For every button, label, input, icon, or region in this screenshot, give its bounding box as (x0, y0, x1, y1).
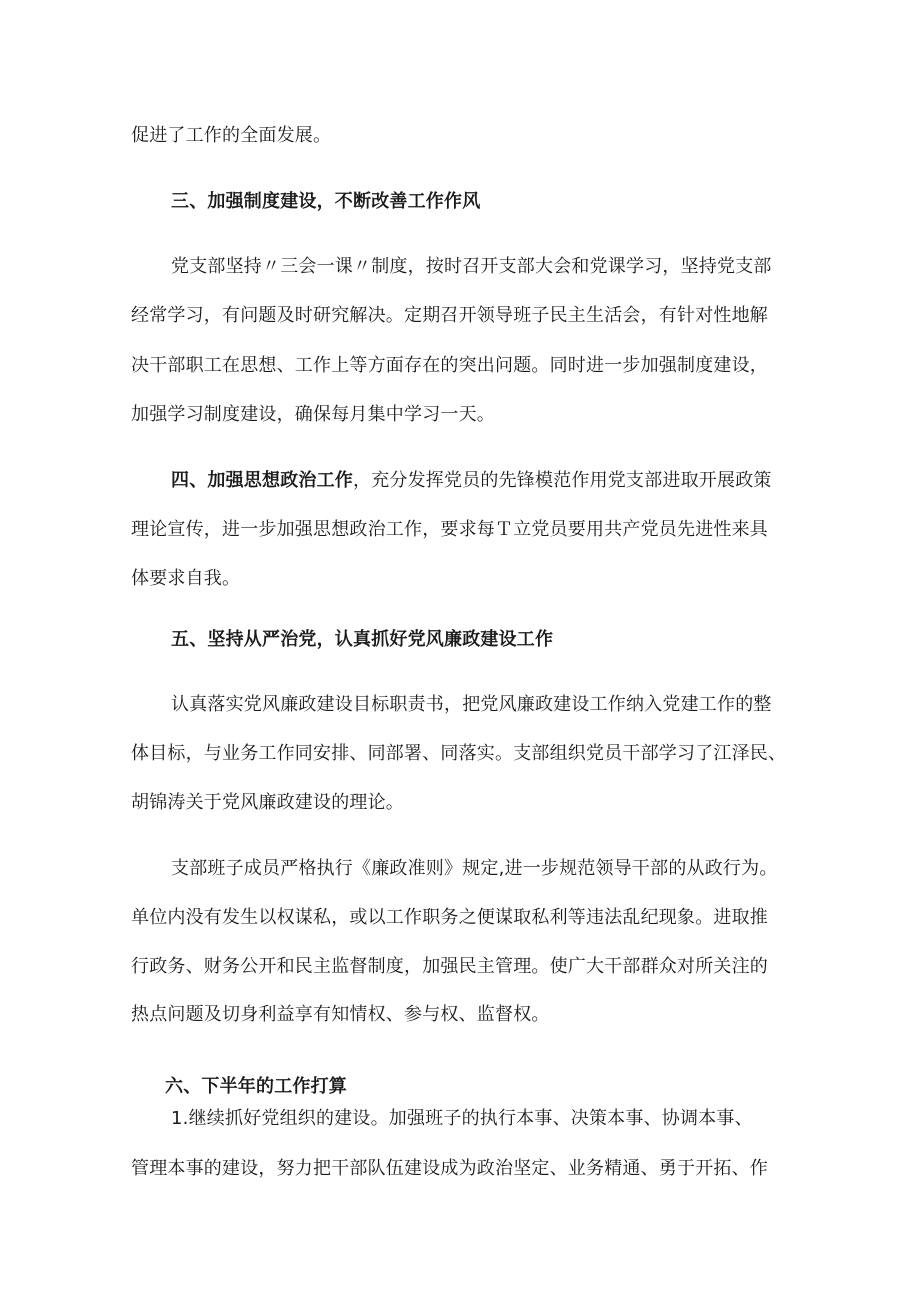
section-heading-4: 四、加强思想政治工作 (171, 470, 353, 491)
section-heading-5: 五、坚持从严治党，认真抓好党风廉政建设工作 (171, 629, 554, 650)
paragraph-line: 体目标，与业务工作同安排、同部署、同落实。支部组织党员干部学习了江泽民、 (131, 743, 787, 764)
paragraph-line: 胡锦涛关于党风廉政建设的理论。 (131, 792, 404, 813)
paragraph-line: 党支部坚持〃三会一课〃制度，按时召开支部大会和党课学习，坚持党支部 (171, 256, 772, 277)
paragraph-line: 认真落实党风廉政建设目标职责书，把党风廉政建设工作纳入党建工作的整 (171, 694, 772, 715)
paragraph-line: 行政务、财务公开和民主监督制度，加强民主管理。使广大干部群众对所关注的 (131, 956, 768, 977)
paragraph-line-with-heading (171, 469, 772, 493)
paragraph-line: 体要求自我。 (131, 568, 241, 589)
section-heading-6: 六、下半年的工作打算 (165, 1076, 347, 1097)
paragraph-line: 支部班子成员严格执行《廉政准则》规定,进一步规范领导干部的从政行为。 (171, 858, 778, 879)
paragraph-line: 促进了工作的全面发展。 (131, 125, 332, 146)
paragraph-line: 决干部职工在思想、工作上等方面存在的突出问题。同时进一步加强制度建设， (131, 355, 768, 376)
section-heading-3: 三、加强制度建设，不断改善工作作风 (171, 191, 481, 212)
paragraph-line: 管理本事的建设，努力把干部队伍建设成为政治坚定、业务精通、勇于开拓、作 (131, 1158, 768, 1179)
paragraph-line: 理论宣传，进一步加强思想政治工作，要求每Ｔ立党员要用共产党员先进性来具 (131, 519, 768, 540)
paragraph-line: 加强学习制度建设，确保每月集中学习一天。 (131, 404, 495, 425)
paragraph-line: 热点问题及切身利益享有知情权、参与权、监督权。 (131, 1004, 550, 1025)
paragraph-text: ，充分发挥党员的先锋模范作用党支部进取开展政策 (353, 470, 772, 491)
paragraph-line: 1.继续抓好党组织的建设。加强班子的执行本事、决策本事、协调本事、 (171, 1108, 753, 1129)
paragraph-line: 单位内没有发生以权谋私，或以工作职务之便谋取私利等违法乱纪现象。进取推 (131, 907, 768, 928)
paragraph-line: 经常学习，有问题及时研究解决。定期召开领导班子民主生活会，有针对性地解 (131, 305, 768, 326)
